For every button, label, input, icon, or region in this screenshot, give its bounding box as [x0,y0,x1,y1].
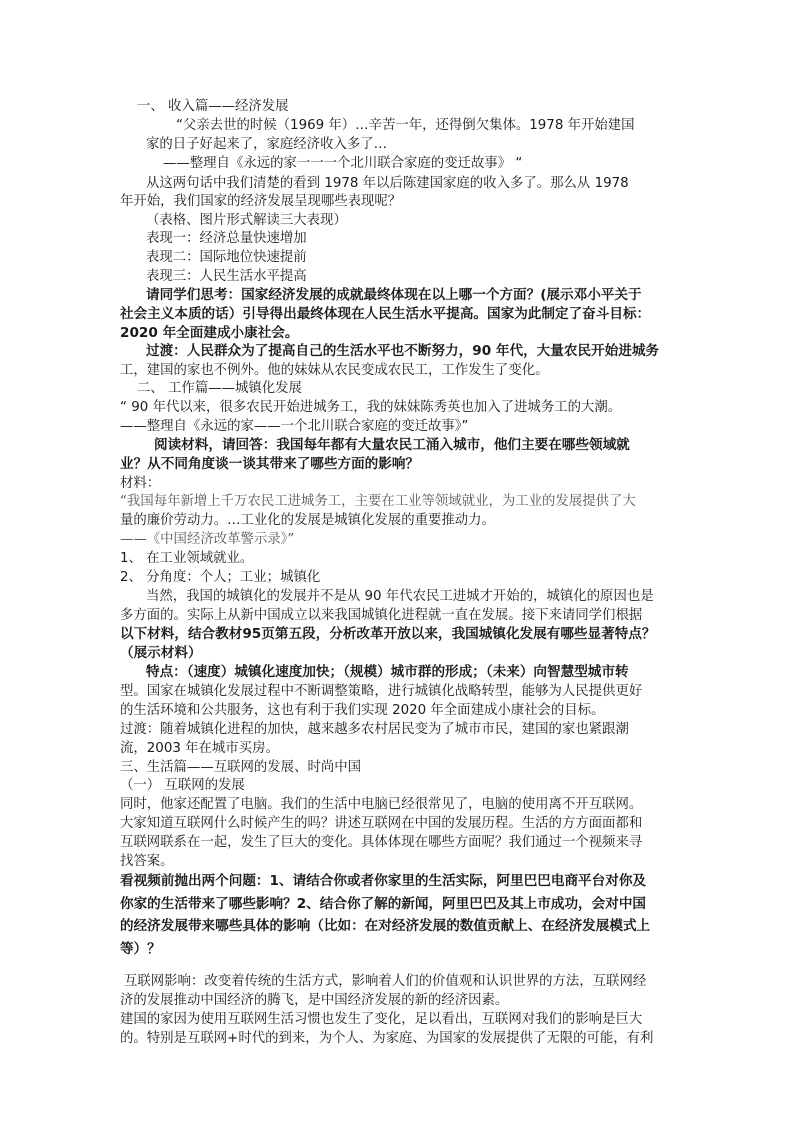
bold-question: 2020 年全面建成小康社会。 [120,325,299,341]
bold-question: 看视频前抛出两个问题：1、请结合你或者你家里的生活实际，阿里巴巴电商平台对你及 [120,873,647,889]
heading-life: 三、生活篇——互联网的发展、时尚中国 [120,760,362,775]
paragraph-line: 当然，我国的城镇化的发展并不是从 90 年代农民工进城才开始的，城镇化的原因也是 [146,589,654,604]
material-label: 材料： [120,476,161,491]
bold-question: 业？从不同角度谈一谈其带来了哪些方面的影响？ [120,456,420,472]
list-item: 表现三：人民生活水平提高 [146,269,307,284]
paragraph-line: 从这两句话中我们清楚的看到 1978 年以后陈建国家庭的收入多了。那么从 1978 [146,176,629,191]
bold-question: 以下材料，结合教材95页第五段，分析改革开放以来，我国城镇化发展有哪些显著特点？ [120,626,656,642]
material-quote: 量的廉价劳动力。…工业化的发展是城镇化发展的重要推动力。 [120,513,495,528]
heading-income: 一、 收入篇——经济发展 [137,99,289,114]
bold-question: （展示材料） [120,645,202,661]
bold-question: 你家的生活带来了哪些影响？2、结合你了解的新闻，阿里巴巴及其上市成功，会对中国 [120,896,647,912]
paragraph-line: 同时，他家还配置了电脑。我们的生活中电脑已经很常见了，电脑的使用离不开互联网。 [120,797,643,812]
paragraph-line: 济的发展推动中国经济的腾飞，是中国经济发展的新的经济因素。 [120,993,509,1008]
paragraph-line: 多方面的。实际上从新中国成立以来我国城镇化进程就一直在发展。接下来请同学们根据 [120,608,643,623]
bold-question: 等）？ [120,941,161,957]
quote-source: ——整理自《永远的家——一个北川联合家庭的变迁故事》” [120,419,469,434]
quote-line: “父亲去世的时候（1969 年）…辛苦一年，还得倒欠集体。1978 年开始建国 [176,118,635,133]
bold-question: 社会主义本质的话）引导得出最终体现在人民生活水平提高。国家为此制定了奋斗目标： [120,306,651,322]
quote-line: 家的日子好起来了，家庭经济收入多了… [146,137,388,152]
paragraph-line: 工，建国的家也不例外。他的妹妹从农民变成农民工，工作发生了变化。 [120,363,549,378]
transition-line: 过渡：人民群众为了提高自己的生活水平也不断努力，90 年代，大量农民开始进城务 [146,343,660,359]
list-item: 表现一：经济总量快速增加 [146,231,307,246]
material-source: ——《中国经济改革警示录》” [120,532,295,547]
quote-line: “ 90 年代以来，很多农民开始进城务工，我的妹妹陈秀英也加入了进城务工的大潮。 [120,400,622,415]
answer-item: 1、 在工业领域就业。 [120,551,254,566]
paragraph-line: 大家知道互联网什么时候产生的吗？讲述互联网在中国的发展历程。生活的方方面面都和 [120,816,643,831]
paragraph-line: 建国的家因为使用互联网生活习惯也发生了变化，足以看出，互联网对我们的影响是巨大 [120,1012,643,1027]
paragraph-line: 流，2003 年在城市买房。 [120,741,279,756]
paragraph-line: 找答案。 [120,854,174,869]
bold-question: 阅读材料，请回答：我国每年都有大量农民工涌入城市，他们主要在哪些领域就 [154,437,630,453]
quote-source: ——整理自《永远的家一一一个北川联合家庭的变迁故事》 “ [163,156,523,171]
paragraph-line: （表格、图片形式解读三大表现） [146,213,347,228]
bold-question: 的经济发展带来哪些具体的影响（比如：在对经济发展的数值贡献上、在经济发展模式上 [120,918,651,934]
paragraph-line: 的。特别是互联网+时代的到来，为个人、为家庭、为国家的发展提供了无限的可能，有利 [120,1031,654,1046]
bold-question: 请同学们思考：国家经济发展的成就最终体现在以上哪一个方面？(展示邓小平关于 [146,287,642,303]
answer-item: 2、 分角度：个人；工业；城镇化 [120,570,321,585]
paragraph-line: 年开始，我们国家的经济发展呈现哪些表现呢？ [120,194,402,209]
list-item: 表现二：国际地位快速提前 [146,250,307,265]
material-quote: “我国每年新增上千万农民工进城务工，主要在工业等领域就业，为工业的发展提供了大 [120,494,636,509]
paragraph-line: 的生活环境和公共服务，这也有利于我们实现 2020 年全面建成小康社会的目标。 [120,703,605,718]
paragraph-line: 互联网联系在一起，发生了巨大的变化。具体体现在哪些方面呢？我们通过一个视频来寻 [120,835,643,850]
heading-work: 二、 工作篇——城镇化发展 [137,381,302,396]
paragraph-line: 型。国家在城镇化发展过程中不断调整策略，进行城镇化战略转型，能够为人民提供更好 [120,684,643,699]
subheading-internet: （一） 互联网的发展 [120,778,245,793]
paragraph-line: 互联网影响：改变着传统的生活方式，影响着人们的价值观和认识世界的方法，互联网经 [124,974,647,989]
transition-line: 过渡：随着城镇化进程的加快，越来越多农村居民变为了城市市民，建国的家也紧跟潮 [120,722,629,737]
feature-line: 特点：（速度）城镇化速度加快；（规模）城市群的形成；（未来）向智慧型城市转 [146,664,629,680]
